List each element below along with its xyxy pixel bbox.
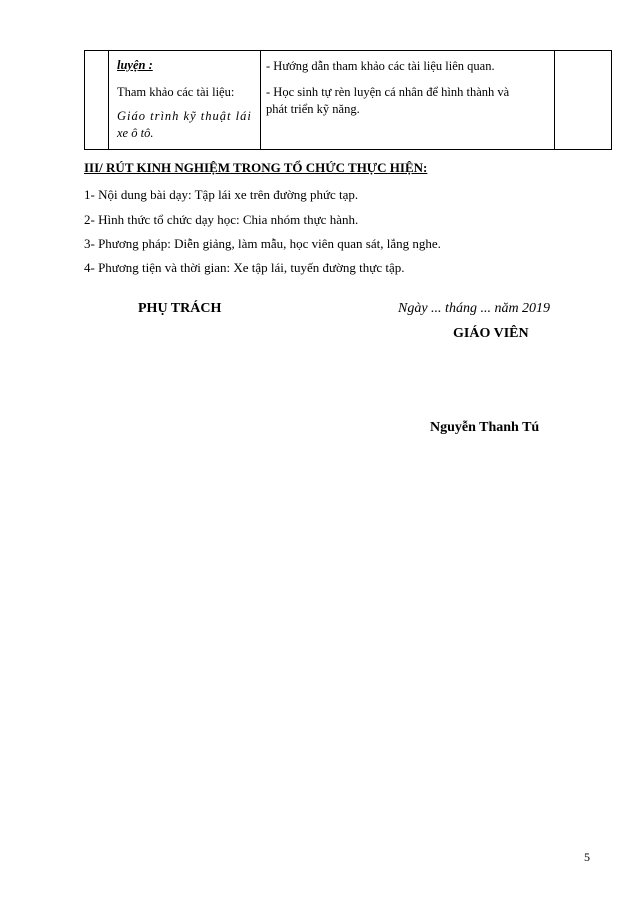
section-item: 1- Nội dung bài dạy: Tập lái xe trên đường phức tạp. <box>84 187 359 202</box>
table-col-divider <box>554 50 555 150</box>
cell-text: - Học sinh tự rèn luyện cá nhân để hình thành và <box>266 85 510 99</box>
cell-text: xe ô tô. <box>117 126 154 140</box>
section-item: 4- Phương tiện và thời gian: Xe tập lái, tuyến đường thực tập. <box>84 260 405 275</box>
cell-heading: luyện : <box>117 58 153 72</box>
table-col-divider <box>611 50 612 150</box>
table-bottom-border <box>84 149 612 150</box>
section-item: 2- Hình thức tổ chức dạy học: Chia nhóm thực hành. <box>84 212 359 227</box>
date-line: Ngày ... tháng ... năm 2019 <box>398 301 551 316</box>
cell-text: - Hướng dẫn tham khảo các tài liệu liên quan. <box>266 59 495 73</box>
table-col-divider <box>84 50 85 150</box>
section-item: 3- Phương pháp: Diễn giảng, làm mẫu, học viên quan sát, lắng nghe. <box>84 236 441 251</box>
page-number: 5 <box>584 850 590 864</box>
table-col-divider <box>108 50 109 150</box>
lesson-table <box>84 50 612 150</box>
cell-text: Giáo trình kỹ thuật lái <box>117 109 252 123</box>
table-top-border <box>84 50 612 51</box>
cell-text: Tham khảo các tài liệu: <box>117 85 235 99</box>
section-title: III/ RÚT KINH NGHIỆM TRONG TỔ CHỨC THỰC HIỆN: <box>84 160 428 175</box>
supervisor-title: PHỤ TRÁCH <box>138 301 222 316</box>
table-col-divider <box>260 50 261 150</box>
cell-text: phát triển kỹ năng. <box>266 102 360 116</box>
teacher-name: Nguyễn Thanh Tú <box>430 420 540 435</box>
teacher-title: GIÁO VIÊN <box>453 326 529 341</box>
